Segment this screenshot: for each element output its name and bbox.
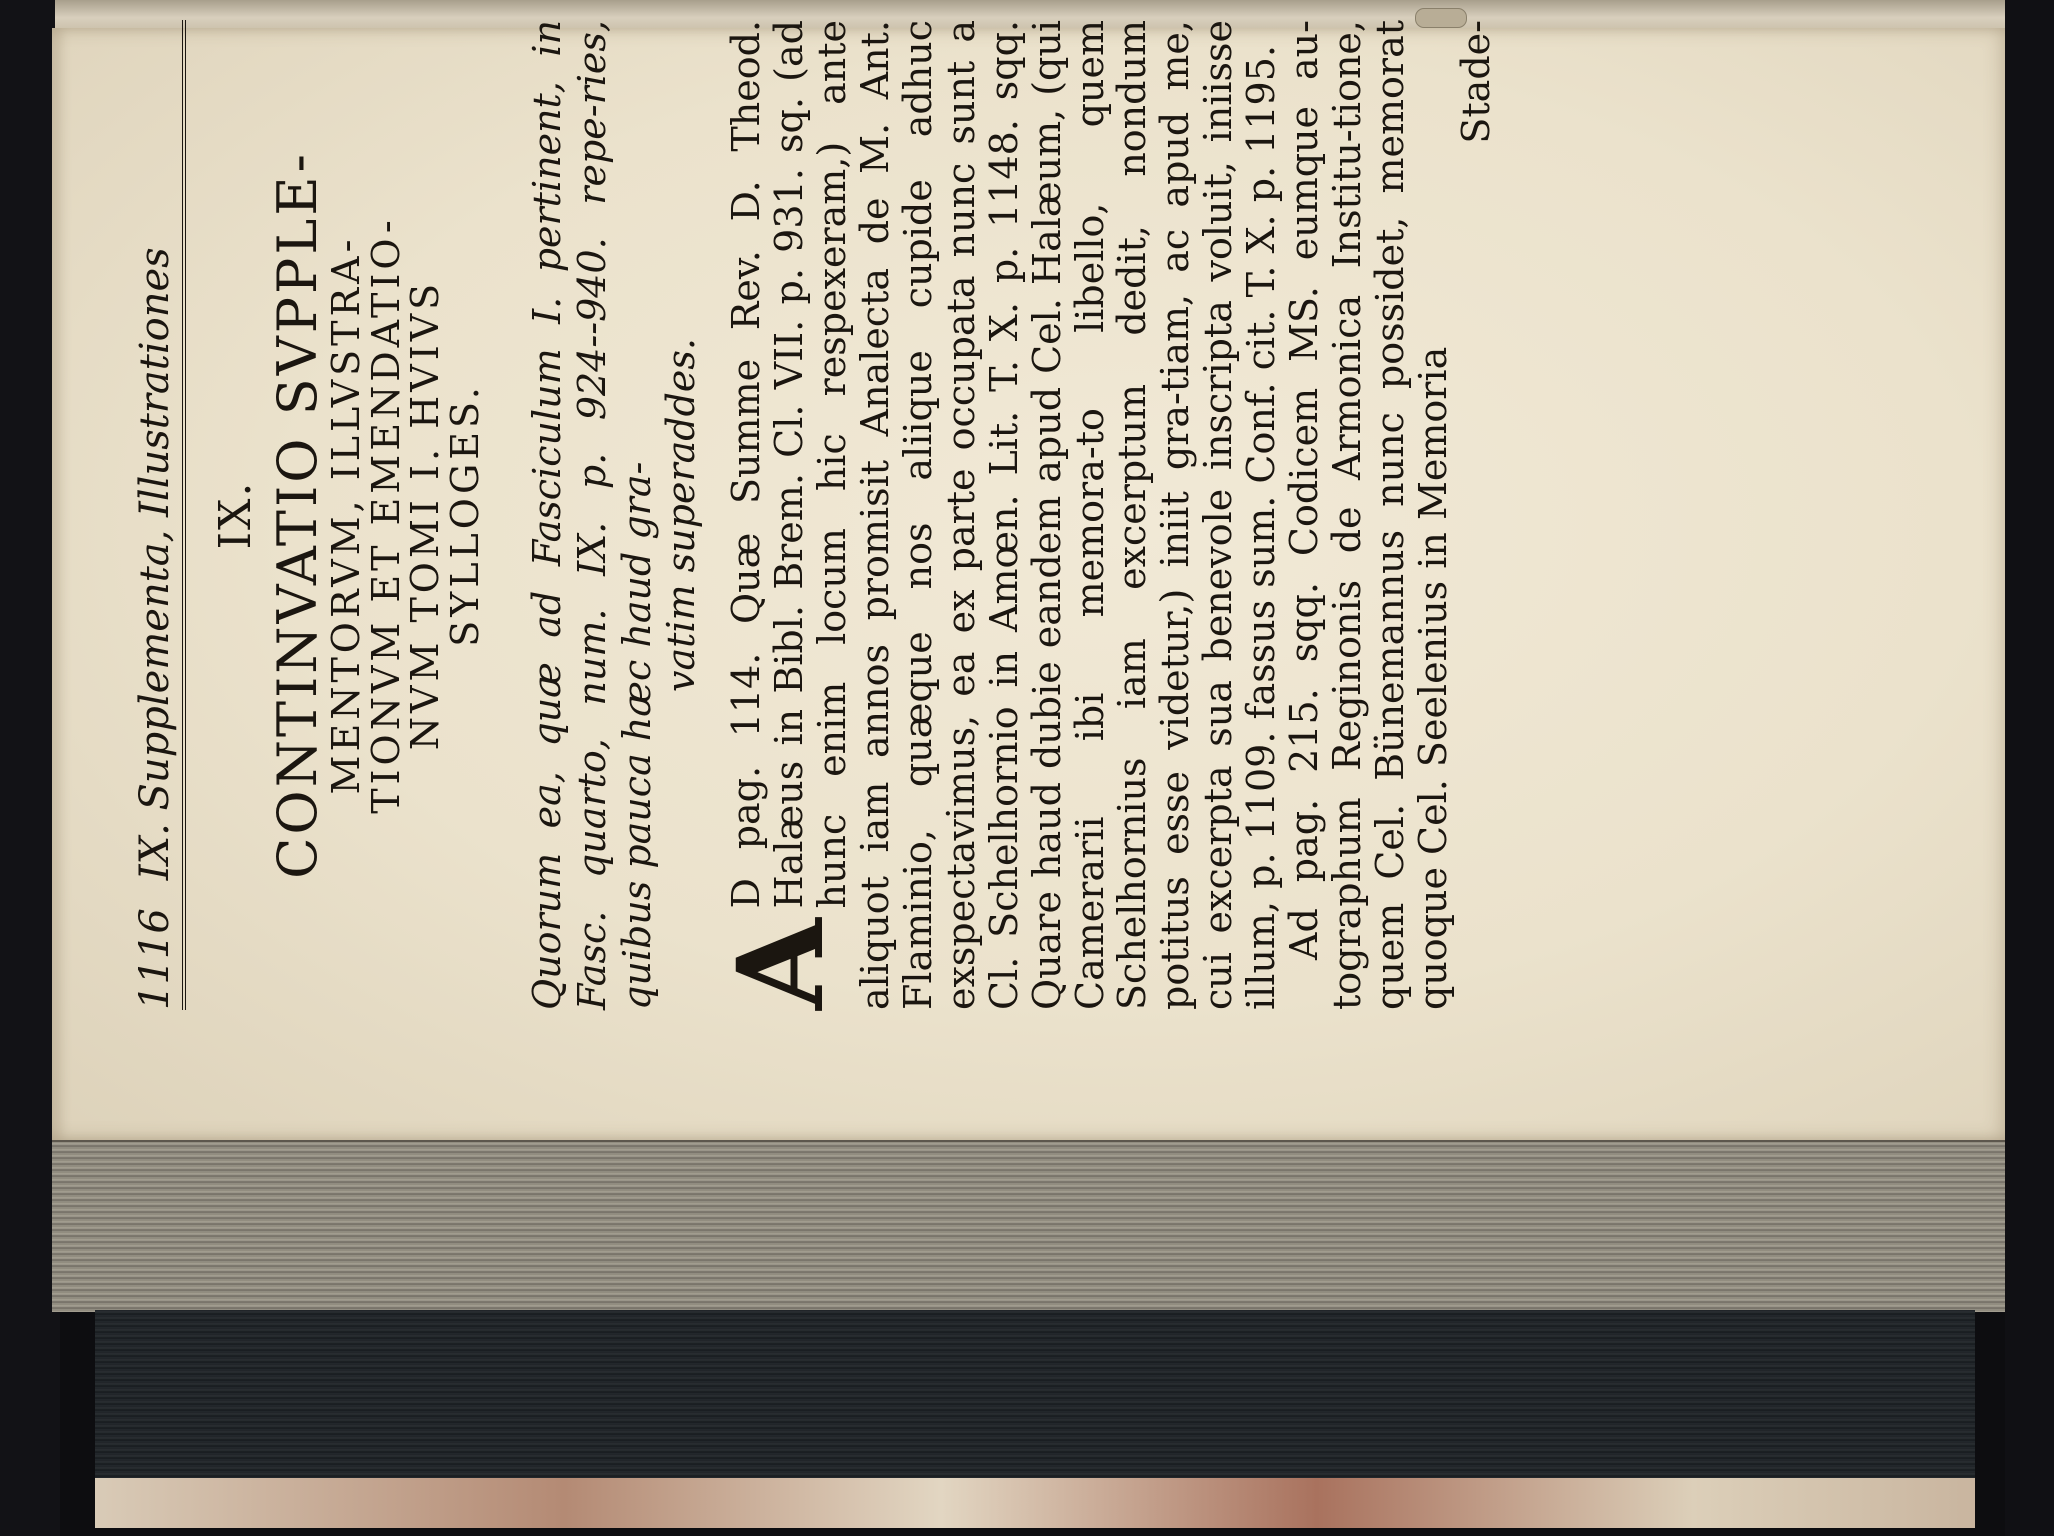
body-text	[711, 20, 1498, 1010]
running-head-text: IX. Supplementa, Illustrationes	[132, 247, 178, 881]
intro-last-line: vatim superaddes.	[659, 338, 704, 692]
drop-cap: A	[711, 918, 850, 1010]
title-line-4: NVM TOMI I. HVIVS	[403, 279, 448, 751]
section-number: IX.	[210, 480, 261, 550]
title-line-3: TIONVM ET EMENDATIO-	[363, 216, 408, 814]
running-head	[130, 20, 186, 1010]
background-left	[0, 0, 60, 1536]
intro-text: Quorum ea, quæ ad Fasciculum I. pertinent, in Fasc. quarto, num. IX. p. 924--940. repe-ries, quibus pauca hæc haud gra-	[525, 20, 659, 1010]
title-line-1: CONTINVATIO SVPPLE-	[266, 151, 329, 879]
marbled-cover	[95, 1478, 1975, 1528]
section-title	[266, 20, 488, 1010]
paragraph-1	[711, 20, 1284, 1010]
title-line-2: MENTORVM, ILLVSTRA-	[323, 235, 368, 795]
title-line-5: SYLLOGES.	[443, 383, 488, 647]
paragraph-1-text: D pag. 114. Quæ Summe Rev. D. Theod. Halæus in Bibl. Brem. Cl. VII. p. 931. sq. (ad hunc enim locum hic respexeram,) ante aliquot iam annos promisit Analecta de M. Ant. Flaminio, quæque nos aliique cupide adhuc exspectavimus, ea ex parte occupata nunc sunt a Cl. Schelhornio in Amœn. Lit. T. X. p. 1148. sqq. Quare haud dubie eandem apud Cel. Halæum, (qui Camerarii ibi memora-to libello, quem Schelhornius iam excerptum dedit, nondum potitus esse videtur,) iniit gra-tiam, ac apud me, cui excerpta sua benevole inscripta voluit, iniisse illum, p. 1109. fassus sum. Conf. cit. T. X. p. 1195.	[724, 20, 1284, 1010]
page-edges	[52, 1140, 2007, 1312]
page-number: 1116	[132, 908, 178, 1010]
catchword: Stade-	[1453, 20, 1498, 144]
background-right	[2005, 0, 2054, 1536]
page-text-block	[130, 20, 1570, 1010]
page-edges-dark	[95, 1310, 1975, 1485]
intro-paragraph	[525, 20, 704, 1010]
paragraph-2: Ad pag. 215. sqq. Codicem MS. eumque au-tographum Reginonis de Armonica Institu-tione, quem Cel. Bünemannus nunc possidet, memorat quoque Cel. Seelenius in Memoria	[1282, 20, 1455, 1010]
